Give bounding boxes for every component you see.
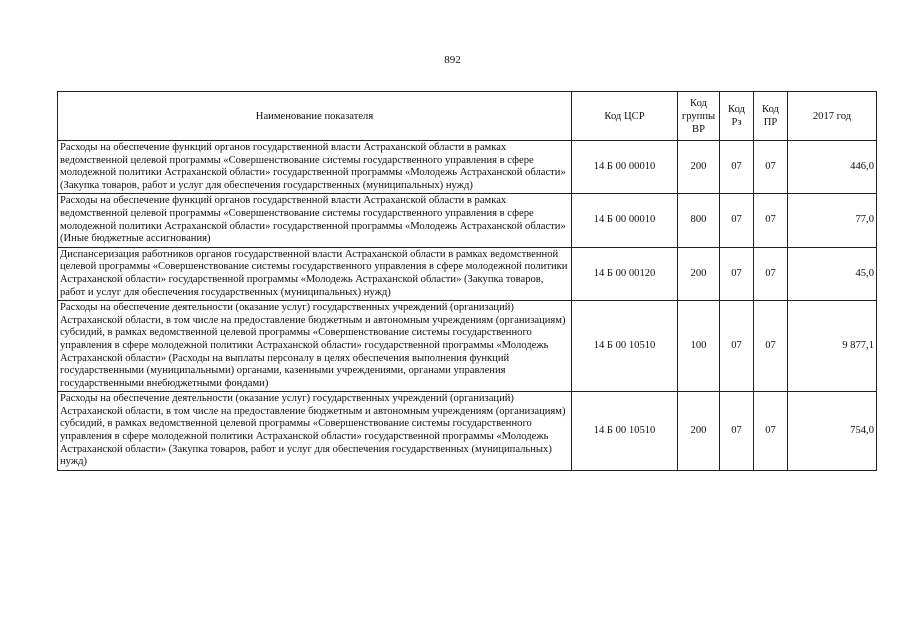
- row-rz: 07: [720, 247, 754, 300]
- row-amount: 446,0: [788, 141, 877, 194]
- header-year: 2017 год: [788, 92, 877, 141]
- table-header-row: [58, 92, 877, 141]
- row-pr: 07: [754, 247, 788, 300]
- row-csr: 14 Б 00 10510: [572, 301, 678, 392]
- row-amount: 77,0: [788, 194, 877, 247]
- row-pr: 07: [754, 141, 788, 194]
- table-row: [58, 194, 877, 247]
- table-row: [58, 247, 877, 300]
- row-amount: 45,0: [788, 247, 877, 300]
- row-name: Расходы на обеспечение деятельности (оказание услуг) государственных учреждений (организаций) Астраханской области, в том числе на предоставление бюджетным и автономным учреждениям (организациям) субсидий, в рамках ведомственной целевой программы «Совершенствование системы государственного управления в сфере молодежной политики Астраханской области» государственной программы «Молодежь Астраханской области» (Расходы на выплаты персоналу в целях обеспечения выполнения функций государственными (муниципальными) органами, казенными учреждениями, органами управления государственными внебюджетными фондами): [58, 301, 572, 392]
- row-name: Расходы на обеспечение деятельности (оказание услуг) государственных учреждений (организаций) Астраханской области, в том числе на предоставление бюджетным и автономным учреждениям (организациям) субсидий, в рамках ведомственной целевой программы «Совершенствование системы государственного управления в сфере молодежной политики Астраханской области» государственной программы «Молодежь Астраханской области» (Закупка товаров, работ и услуг для обеспечения государственных (муниципальных) нужд): [58, 392, 572, 471]
- table-row: [58, 141, 877, 194]
- row-vr: 100: [678, 301, 720, 392]
- row-csr: 14 Б 00 00010: [572, 141, 678, 194]
- row-pr: 07: [754, 301, 788, 392]
- header-pr: Код ПР: [754, 92, 788, 141]
- row-amount: 754,0: [788, 392, 877, 471]
- row-name: Расходы на обеспечение функций органов государственной власти Астраханской области в рамках ведомственной целевой программы «Совершенствование системы государственного управления в сфере молодежной политики Астраханской области» государственной программы «Молодежь Астраханской области» (Иные бюджетные ассигнования): [58, 194, 572, 247]
- row-csr: 14 Б 00 10510: [572, 392, 678, 471]
- row-name: Диспансеризация работников органов государственной власти Астраханской области в рамках ведомственной целевой программы «Совершенствование системы государственного управления в сфере молодежной политики Астраханской области» государственной программы «Молодежь Астраханской области» (Закупка товаров, работ и услуг для обеспечения государственных (муниципальных) нужд): [58, 247, 572, 300]
- header-csr: Код ЦСР: [572, 92, 678, 141]
- header-vr: Код группы ВР: [678, 92, 720, 141]
- row-rz: 07: [720, 392, 754, 471]
- row-name: Расходы на обеспечение функций органов государственной власти Астраханской области в рамках ведомственной целевой программы «Совершенствование системы государственного управления в сфере молодежной политики Астраханской области» государственной программы «Молодежь Астраханской области» (Закупка товаров, работ и услуг для обеспечения государственных (муниципальных) нужд): [58, 141, 572, 194]
- table-row: [58, 301, 877, 392]
- row-vr: 200: [678, 141, 720, 194]
- row-amount: 9 877,1: [788, 301, 877, 392]
- header-name: Наименование показателя: [58, 92, 572, 141]
- budget-table: [57, 91, 877, 471]
- page-number: 892: [444, 54, 461, 66]
- table-row: [58, 392, 877, 471]
- row-rz: 07: [720, 301, 754, 392]
- row-rz: 07: [720, 141, 754, 194]
- row-pr: 07: [754, 392, 788, 471]
- row-rz: 07: [720, 194, 754, 247]
- header-rz: Код Рз: [720, 92, 754, 141]
- row-vr: 800: [678, 194, 720, 247]
- row-vr: 200: [678, 392, 720, 471]
- row-csr: 14 Б 00 00120: [572, 247, 678, 300]
- row-csr: 14 Б 00 00010: [572, 194, 678, 247]
- row-vr: 200: [678, 247, 720, 300]
- row-pr: 07: [754, 194, 788, 247]
